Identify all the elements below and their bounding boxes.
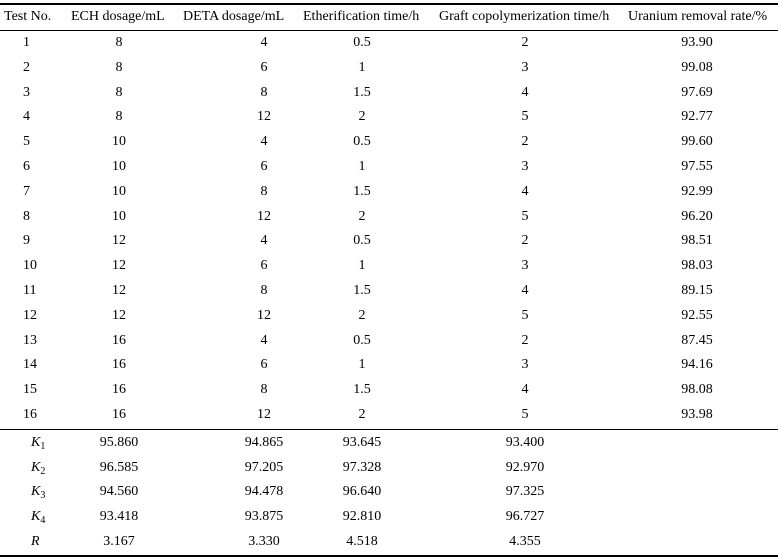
table-cell: 10 [112,183,126,199]
header-ech-dosage: ECH dosage/mL [71,9,165,24]
table-cell: 16 [112,332,126,348]
table-cell: 12 [257,208,271,224]
table-cell: 5 [521,208,529,224]
table-cell: 12 [112,283,126,298]
summary-cell: 93.418 [99,509,139,525]
summary-cell: 97.325 [505,484,545,500]
table-cell: 10 [112,159,126,174]
summary-row [0,434,781,459]
table-cell: 6 [260,159,268,174]
table-row: 4 8 12 2 5 92.77 [23,109,713,125]
table-cell: 16 [112,357,126,373]
table-cell: 2 [358,407,366,422]
table-row: 5 10 4 0.5 2 99.60 [23,134,713,150]
table-cell: 4 [260,332,268,348]
table-cell: 0.5 [353,332,371,348]
summary-cell: 93.400 [505,435,545,450]
header-etherification-time: Etherification time/h [303,9,420,24]
summary-label [31,533,40,555]
summary-label [31,459,45,481]
table-cell: 89.15 [681,283,713,298]
table-row: 10 12 6 1 3 98.03 [23,258,713,274]
summary-cell: 97.205 [244,459,284,475]
summary-cell: 4.355 [509,533,541,549]
table-cell: 1 [358,59,366,75]
table-cell: 99.08 [681,59,713,75]
table-cell: 16 [112,407,126,422]
table-row: 15 16 8 1.5 4 98.08 [23,382,713,398]
table-cell: 8 [115,109,123,125]
summary-label-subscript: 2 [40,465,46,477]
table-cell: 98.51 [681,233,713,249]
summary-cell: 92.810 [342,509,382,525]
table-cell: 0.5 [353,233,371,249]
table-cell: 99.60 [681,134,713,150]
summary-label [31,508,45,530]
table-cell: 2 [521,134,529,150]
table-cell: 2 [521,35,529,50]
summary-cell: 3.330 [248,533,280,549]
summary-label-subscript: 4 [40,515,46,527]
table-cell: 1.5 [353,283,371,298]
table-cell: 10 [112,134,126,150]
summary-cell: 96.727 [505,509,545,525]
table-cell: 98.03 [681,258,713,274]
header-deta-dosage: DETA dosage/mL [183,9,285,24]
table-cell: 92.77 [681,109,713,125]
summary-row [0,533,781,558]
table-row: 8 10 12 2 5 96.20 [23,208,713,224]
table-row: 3 8 8 1.5 4 97.69 [23,84,713,100]
table-cell: 97.69 [681,84,713,100]
summary-cell: 94.478 [244,484,284,500]
summary-cell: 96.640 [342,484,382,500]
table-cell: 4 [521,183,529,199]
table-cell: 92.99 [681,183,713,199]
table-cell: 1 [358,159,366,174]
table-cell: 6 [260,59,268,75]
table-cell: 1 [358,258,366,274]
summary-rule [0,429,778,430]
header-graft-copolymerization-time: Graft copolymerization time/h [439,9,610,24]
summary-label-subscript: 1 [40,441,46,452]
table-row: 6 10 6 1 3 97.55 [23,159,713,174]
table-cell: 8 [115,35,123,50]
summary-row [0,483,781,508]
summary-cell: 93.645 [342,435,382,450]
table-cell: 8 [115,84,123,100]
table-cell: 0.5 [353,35,371,50]
summary-cell: 93.875 [244,509,284,525]
table-cell: 12 [112,307,126,323]
table-cell: 1 [358,357,366,373]
header-rule [0,30,778,31]
table-cell: 87.45 [681,332,713,348]
table-cell: 1.5 [353,382,371,398]
table-cell: 92.55 [681,307,713,323]
summary-cell: 94.865 [244,435,284,450]
summary-row [0,459,781,484]
table-row: 11 12 8 1.5 4 89.15 [23,283,713,298]
table-cell: 16 [112,382,126,398]
table-row: 16 16 12 2 5 93.98 [23,407,713,422]
summary-cell: 95.860 [99,435,139,450]
summary-row [0,508,781,533]
summary-label [31,434,45,456]
table-cell: 8 [260,382,268,398]
table-cell: 10 [112,208,126,224]
summary-label-subscript: 3 [40,490,46,502]
summary-label-symbol: K [31,484,41,500]
summary-cell: 94.560 [99,484,139,500]
summary-cell: 97.328 [342,459,382,475]
table-cell: 6 [260,258,268,274]
table-cell: 8 [260,283,268,298]
table-cell: 8 [115,59,123,75]
table-cell: 93.98 [681,407,713,422]
header-uranium-removal-rate: Uranium removal rate/% [628,9,768,24]
table-row: 1 8 4 0.5 2 93.90 [23,35,713,50]
table-cell: 1.5 [353,183,371,199]
table-cell: 3 [521,159,529,174]
table-cell: 3 [521,59,529,75]
table-cell: 94.16 [681,357,713,373]
table-cell: 12 [257,407,271,422]
table-cell: 5 [521,307,529,323]
summary-cell: 96.585 [99,459,139,475]
table-cell: 4 [260,233,268,249]
table-cell: 4 [260,134,268,150]
table-cell: 2 [358,109,366,125]
table-cell: 2 [521,233,529,249]
summary-label-symbol: R [31,533,40,549]
table-cell: 98.08 [681,382,713,398]
summary-label-symbol: K [31,435,41,450]
table-cell: 4 [260,35,268,50]
table-cell: 12 [257,307,271,323]
table-cell: 93.90 [681,35,713,50]
table-cell: 3 [521,258,529,274]
table-cell: 4 [521,382,529,398]
table-cell: 3 [521,357,529,373]
summary-cell: 92.970 [505,459,545,475]
summary-cell: 4.518 [346,533,378,549]
table-cell: 12 [112,233,126,249]
table-cell: 96.20 [681,208,713,224]
table-cell: 0.5 [353,134,371,150]
table-row: 13 16 4 0.5 2 87.45 [23,332,713,348]
table-cell: 1.5 [353,84,371,100]
summary-label-symbol: K [31,509,41,525]
table-cell: 4 [521,283,529,298]
table-cell: 2 [521,332,529,348]
table-cell: 8 [260,183,268,199]
table-cell: 2 [358,307,366,323]
table-bottom-rule [0,555,778,557]
table-cell: 5 [521,407,529,422]
table-row: 12 12 12 2 5 92.55 [23,307,713,323]
table-row: 7 10 8 1.5 4 92.99 [23,183,713,199]
table-cell: 12 [112,258,126,274]
table-cell: 5 [521,109,529,125]
table-row: 14 16 6 1 3 94.16 [23,357,713,373]
summary-label [31,483,45,505]
table-cell: 12 [257,109,271,125]
summary-cell: 3.167 [103,533,135,549]
table-cell: 8 [260,84,268,100]
table-cell: 6 [260,357,268,373]
summary-label-symbol: K [31,459,41,475]
table-cell: 97.55 [681,159,713,174]
table-row: 2 8 6 1 3 99.08 [23,59,713,75]
header-test-no: Test No. [4,9,52,24]
table-cell: 4 [521,84,529,100]
table-cell: 2 [358,208,366,224]
table-top-rule [0,3,778,5]
table-row: 9 12 4 0.5 2 98.51 [23,233,713,249]
